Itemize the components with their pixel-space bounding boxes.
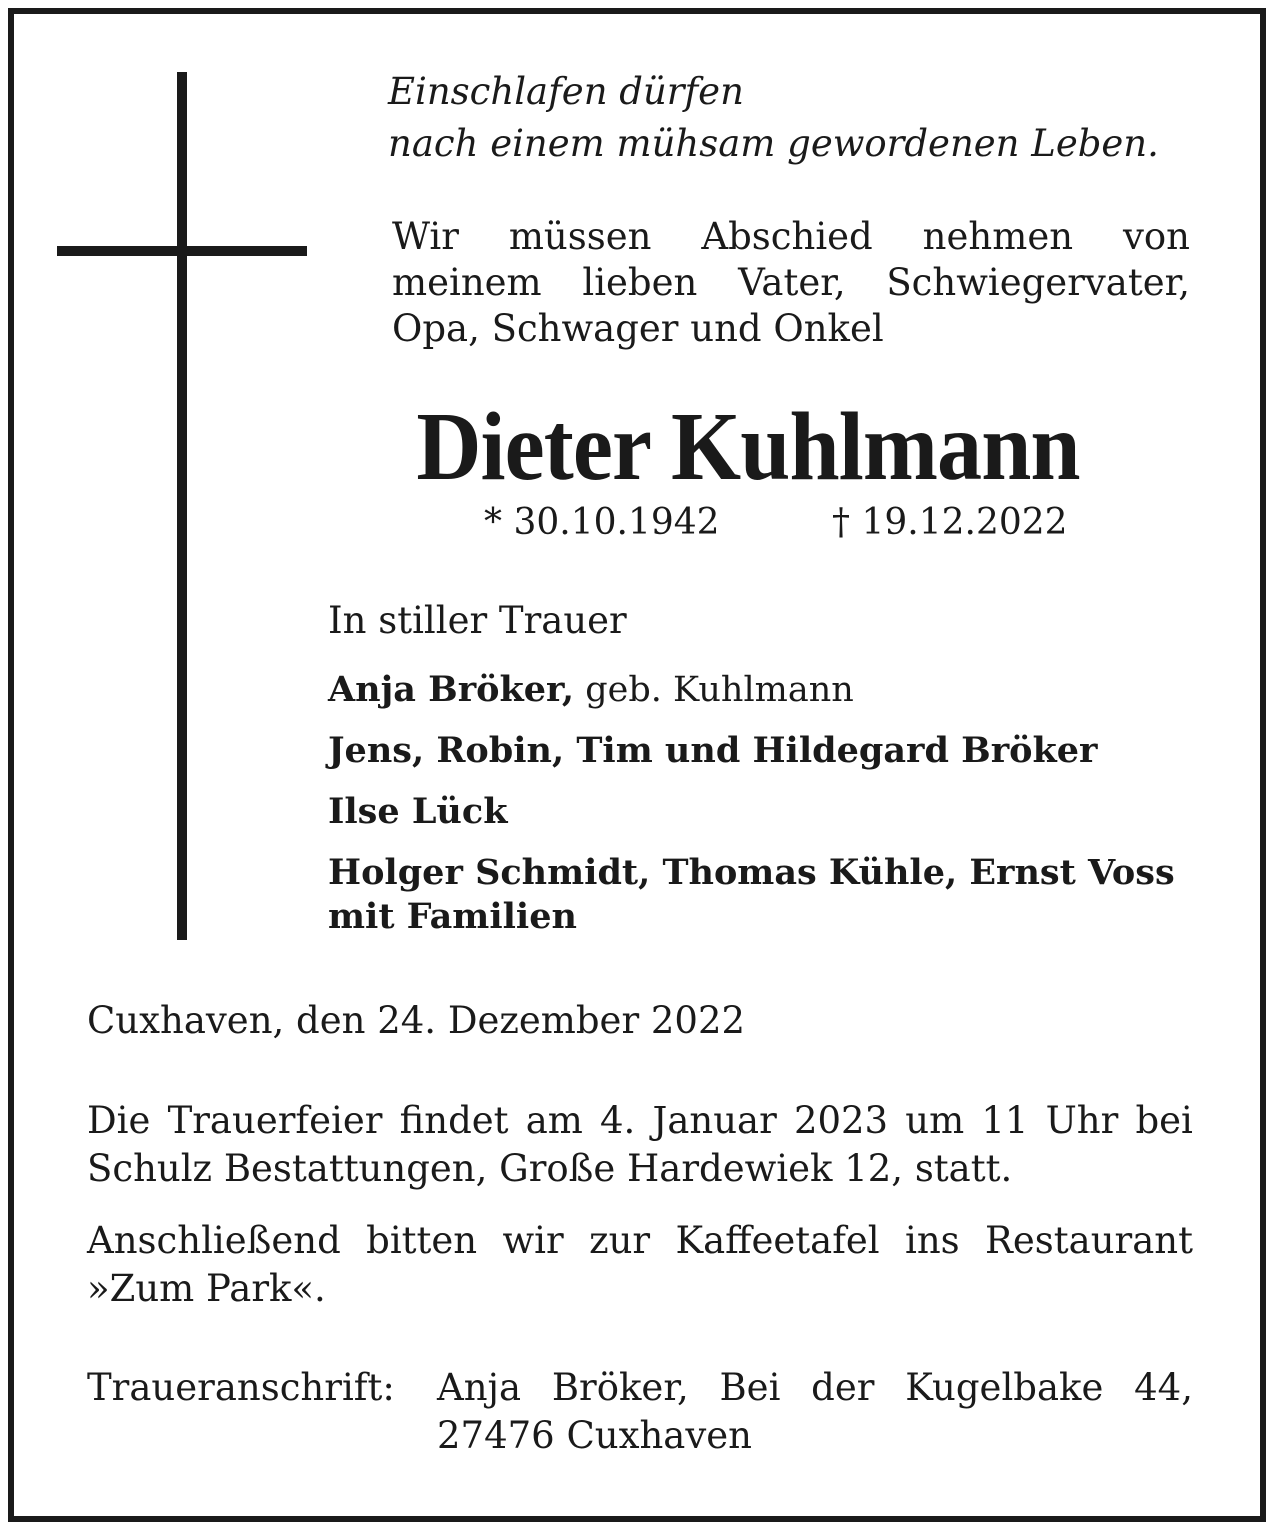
- address-word: der: [811, 1366, 875, 1409]
- intro-word: von: [1122, 215, 1190, 258]
- coffee-notice: [87, 1217, 1193, 1313]
- ceremony-word: 11: [981, 1099, 1029, 1142]
- intro-line-2: [392, 260, 1190, 306]
- ceremony-word: Uhr: [1045, 1099, 1119, 1142]
- address-line-2: 27476 Cuxhaven: [437, 1414, 752, 1457]
- motto: [388, 66, 1159, 170]
- motto-line-1: Einschlafen dürfen: [388, 70, 744, 113]
- coffee-word: Kaffeetafel: [675, 1219, 880, 1262]
- intro-word: meinem: [392, 261, 542, 304]
- intro-word: Schwiegervater,: [886, 261, 1190, 304]
- ceremony-word: findet: [399, 1099, 509, 1142]
- address-word: Kugelbake: [905, 1366, 1104, 1409]
- intro-word: nehmen: [922, 215, 1074, 258]
- coffee-word: ins: [905, 1219, 960, 1262]
- mourner-row: [328, 729, 1198, 773]
- address-label: Traueranschrift:: [87, 1366, 395, 1409]
- address-word: 44,: [1134, 1366, 1193, 1409]
- ceremony-word: 2023: [793, 1099, 889, 1142]
- ceremony-word: Trauerfeier: [167, 1099, 383, 1142]
- intro-text: [392, 214, 1190, 352]
- motto-line-2: nach einem mühsam gewordenen Leben.: [388, 122, 1159, 165]
- intro-word: lieben: [582, 261, 698, 304]
- intro-word: Wir: [392, 215, 459, 258]
- coffee-line-2: »Zum Park«.: [87, 1267, 326, 1310]
- death-date: † 19.12.2022: [832, 502, 1068, 543]
- mourner-row: [328, 895, 1198, 939]
- ceremony-word: um: [905, 1099, 965, 1142]
- mourner-row: [328, 668, 1198, 712]
- address-word: Bröker,: [551, 1366, 689, 1409]
- intro-line-1: [392, 214, 1190, 260]
- address-line-1: [87, 1364, 1193, 1412]
- mourner-name: Anja Bröker,: [328, 669, 575, 710]
- address-word: Anja: [437, 1366, 522, 1409]
- cross-vertical-bar: [177, 72, 187, 940]
- place-and-date: Cuxhaven, den 24. Dezember 2022: [87, 999, 746, 1042]
- intro-line-3: Opa, Schwager und Onkel: [392, 307, 884, 350]
- coffee-word: Anschließend: [87, 1219, 341, 1262]
- ceremony-line-1: [87, 1097, 1193, 1145]
- address-word: Bei: [719, 1366, 781, 1409]
- birth-date: * 30.10.1942: [484, 502, 720, 543]
- intro-word: müssen: [508, 215, 652, 258]
- coffee-word: zur: [589, 1219, 651, 1262]
- coffee-word: Restaurant: [985, 1219, 1193, 1262]
- coffee-line-1: [87, 1217, 1193, 1265]
- mourner-name: Ilse Lück: [328, 791, 508, 832]
- ceremony-word: Januar: [652, 1099, 777, 1142]
- mourner-name: Jens, Robin, Tim und Hildegard Bröker: [328, 730, 1098, 771]
- ceremony-notice: [87, 1097, 1193, 1193]
- address-value: [437, 1364, 1193, 1412]
- mourners-list: [328, 668, 1198, 939]
- mourning-address: [87, 1364, 1193, 1460]
- intro-word: Abschied: [701, 215, 873, 258]
- ceremony-word: bei: [1135, 1099, 1193, 1142]
- ceremony-word: Die: [87, 1099, 151, 1142]
- mourner-name: mit Familien: [328, 896, 577, 937]
- intro-word: Vater,: [738, 261, 846, 304]
- cross-horizontal-bar: [57, 246, 307, 256]
- mourner-name: Holger Schmidt, Thomas Kühle, Ernst Voss: [328, 852, 1175, 893]
- ceremony-line-2: Schulz Bestattungen, Große Hardewiek 12, statt.: [87, 1147, 1013, 1190]
- mourning-heading: In stiller Trauer: [328, 599, 627, 642]
- deceased-name: Dieter Kuhlmann: [416, 393, 1080, 501]
- mourner-birth-name: geb. Kuhlmann: [574, 670, 854, 710]
- ceremony-word: am: [525, 1099, 583, 1142]
- ceremony-word: 4.: [600, 1099, 636, 1142]
- coffee-word: bitten: [366, 1219, 478, 1262]
- mourner-row: [328, 851, 1198, 895]
- mourner-row: [328, 790, 1198, 834]
- coffee-word: wir: [502, 1219, 564, 1262]
